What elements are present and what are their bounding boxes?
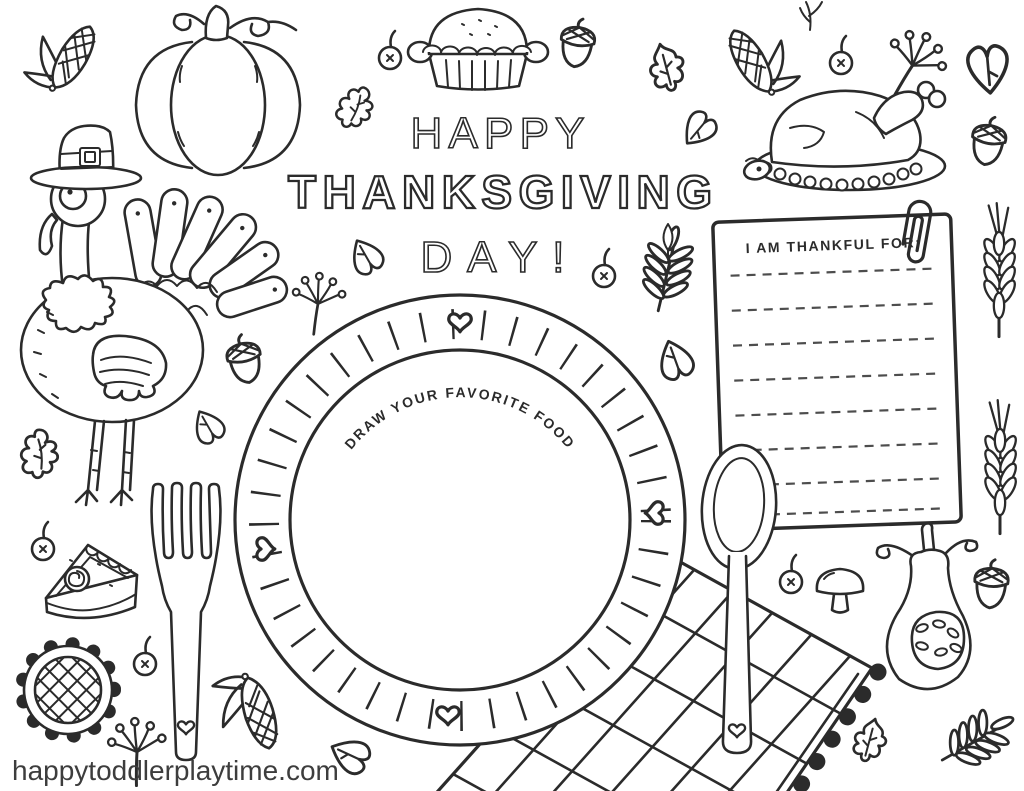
cherry-icon [32,522,54,560]
roast-turkey-icon [755,82,945,191]
dinner-plate [235,295,685,745]
fork-icon [152,483,221,760]
oak-leaf-icon [18,428,60,480]
butternut-squash-icon [877,523,977,689]
heart-leaf-icon [188,405,228,447]
corn-icon [20,8,104,99]
heart-leaf-icon [967,45,1010,95]
berry-sprig-icon [291,270,351,337]
oak-leaf-icon [333,82,377,133]
cherry-icon [780,555,802,593]
mushroom-icon [817,569,863,613]
plate-prompt: DRAW YOUR FAVORITE FOOD [341,384,579,453]
corn-icon [208,667,285,760]
cherry-icon [134,637,156,675]
cherry-icon [379,31,401,69]
title-line-1: HAPPY [410,109,586,158]
holly-leaf-icon [644,40,689,95]
whole-pie-icon [408,9,548,90]
thankful-card-heading: I AM THANKFUL FOR: [745,234,922,257]
rowan-leaf-icon [930,695,1024,782]
cherry-icon [830,36,852,74]
acorn-icon [223,332,266,386]
corn-icon [721,12,805,103]
heart-leaf-icon [676,108,720,153]
pumpkin-icon [136,6,300,175]
plate-drawing-area [290,350,630,690]
watermark-url: happytoddlerplaytime.com [12,755,339,786]
pie-slice-icon [46,545,137,618]
wheat-icon [981,203,1018,336]
acorn-icon [968,114,1009,167]
twig-icon [800,2,822,30]
heart-leaf-icon [344,233,386,277]
title-line-3: DAY! [420,233,566,282]
heart-leaf-icon [653,336,696,383]
wheat-icon [982,400,1019,533]
acorn-icon [973,558,1010,609]
acorn-icon [558,16,598,69]
cherry-icon [593,249,615,287]
holly-leaf-icon [850,715,891,765]
title-line-2: THANKSGIVING [288,166,712,218]
lattice-pie-icon [11,633,124,746]
